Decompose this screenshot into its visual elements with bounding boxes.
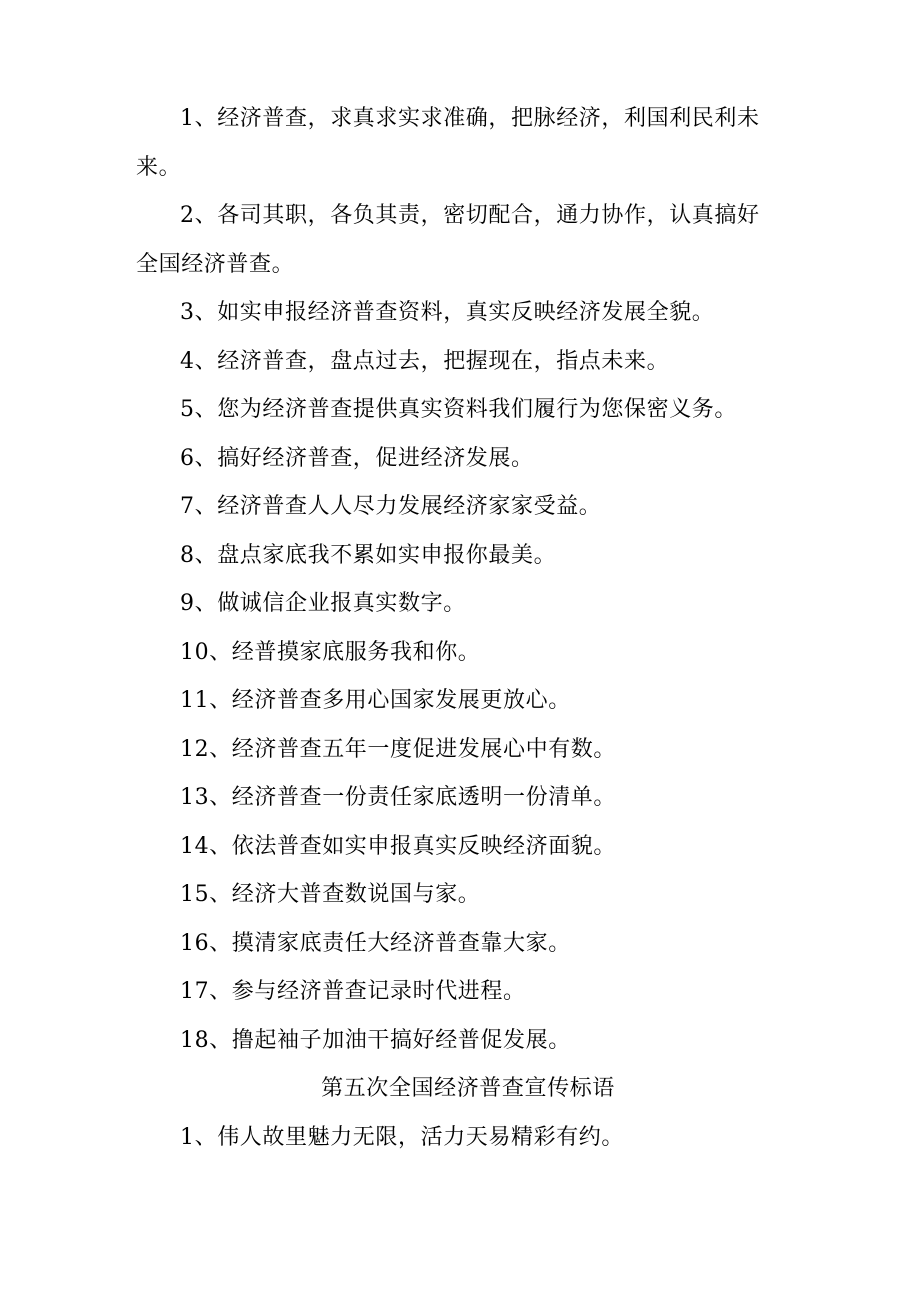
slogan-item-17: 17、参与经济普查记录时代进程。 (180, 979, 526, 1004)
slogan-item-7: 7、经济普查人人尽力发展经济家家受益。 (180, 494, 602, 519)
section-heading: 第五次全国经济普查宣传标语 (321, 1076, 615, 1101)
section-slogan-item-1: 1、伟人故里魅力无限，活力天易精彩有约。 (180, 1124, 624, 1150)
slogan-item-1: 1、经济普查，求真求实求准确，把脉经济，利国利民利未来。 (136, 106, 760, 180)
slogan-item-18: 18、撸起袖子加油干搞好经普促发展。 (180, 1027, 571, 1053)
slogan-item-16: 16、摸清家底责任大经济普查靠大家。 (180, 930, 571, 956)
slogan-item-12: 12、经济普查五年一度促进发展心中有数。 (180, 736, 616, 762)
slogan-item-8: 8、盘点家底我不累如实申报你最美。 (180, 542, 557, 568)
slogan-item-6: 6、搞好经济普查，促进经济发展。 (180, 445, 534, 471)
slogan-item-15: 15、经济大普查数说国与家。 (180, 882, 481, 907)
slogan-item-5: 5、您为经济普查提供真实资料我们履行为您保密义务。 (180, 397, 737, 422)
slogan-item-3: 3、如实申报经济普查资料，真实反映经济发展全貌。 (180, 300, 715, 325)
document-body (136, 95, 776, 1162)
slogan-item-14: 14、依法普查如实申报真实反映经济面貌。 (180, 833, 616, 859)
slogan-item-13: 13、经济普查一份责任家底透明一份清单。 (180, 785, 616, 810)
slogan-item-11: 11、经济普查多用心国家发展更放心。 (180, 688, 571, 713)
slogan-item-9: 9、做诚信企业报真实数字。 (180, 591, 466, 616)
slogan-item-10: 10、经普摸家底服务我和你。 (180, 639, 481, 665)
slogan-item-2: 2、各司其职，各负其责，密切配合，通力协作，认真搞好全国经济普查。 (136, 203, 760, 277)
slogan-item-4: 4、经济普查，盘点过去，把握现在，指点未来。 (180, 348, 670, 374)
